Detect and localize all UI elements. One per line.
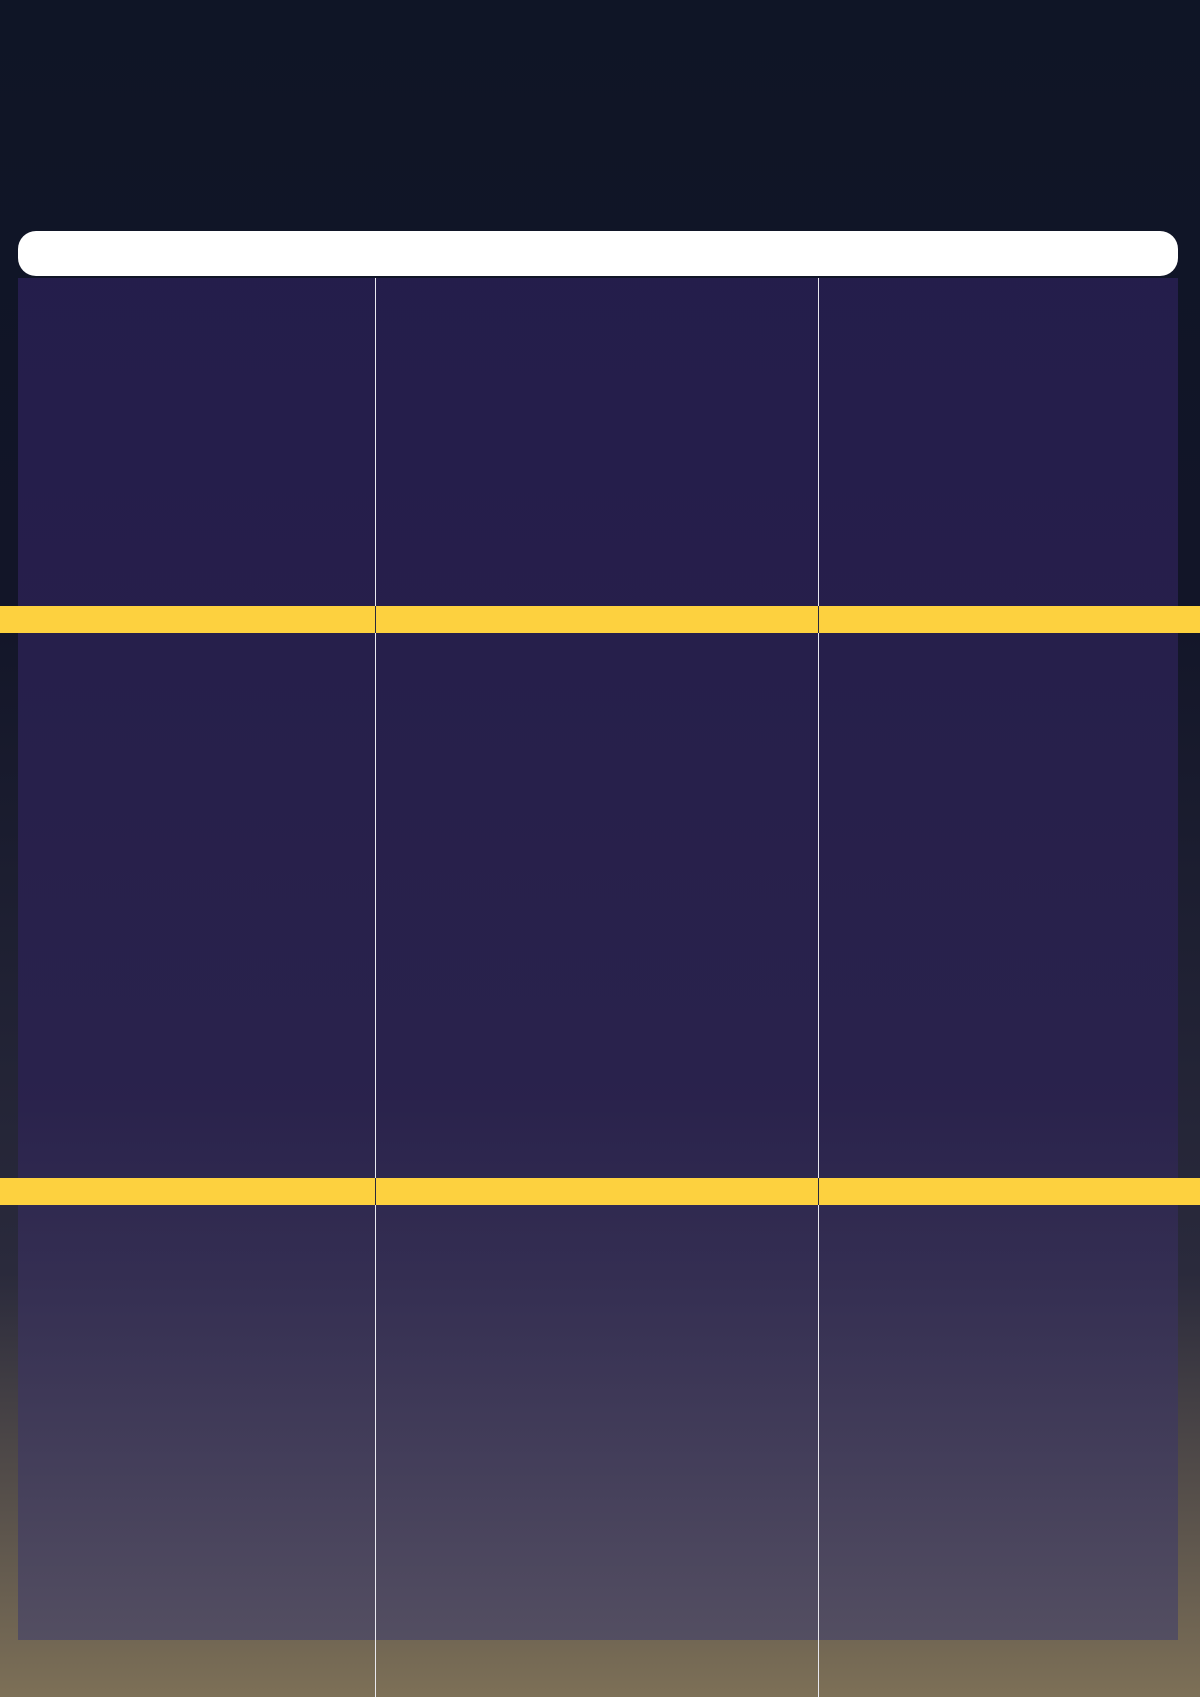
column-divider-topic-speaker <box>818 278 819 1697</box>
tea-break-bar <box>0 1178 1200 1205</box>
lunch-break-bar <box>0 606 1200 633</box>
break-divider <box>375 1178 376 1205</box>
break-divider <box>375 606 376 633</box>
break-divider <box>818 606 819 633</box>
schedule-table-panel <box>18 278 1178 1640</box>
break-divider <box>818 1178 819 1205</box>
column-divider-time-topic <box>375 278 376 1697</box>
table-header-bar <box>18 231 1178 276</box>
